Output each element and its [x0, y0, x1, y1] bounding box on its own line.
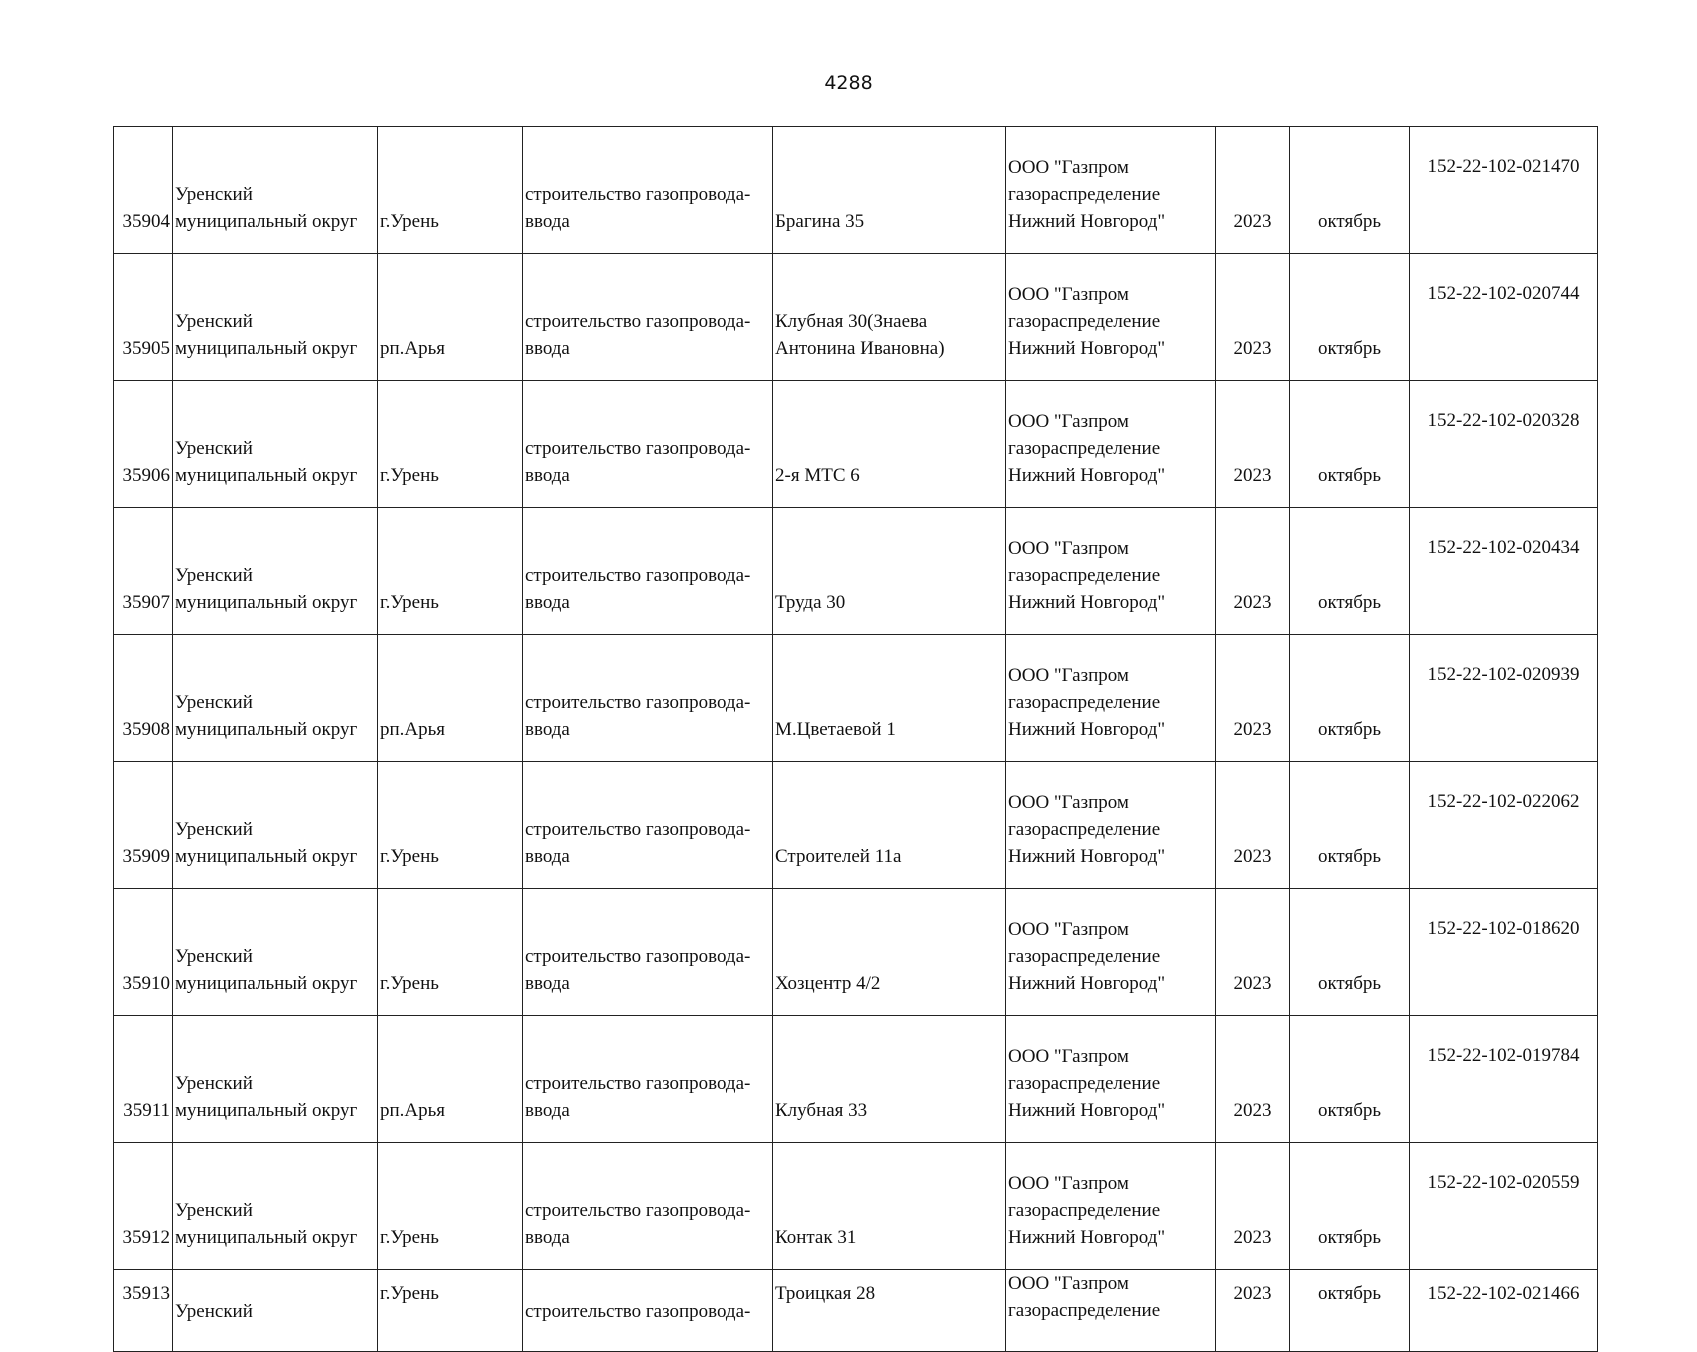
work-type-cell: строительство газопровода- ввода [523, 254, 773, 381]
month-cell: октябрь [1290, 1143, 1410, 1270]
registration-code-cell: 152-22-102-021470 [1410, 127, 1598, 254]
work-type-cell: строительство газопровода- ввода [523, 508, 773, 635]
address-cell: Контак 31 [773, 1143, 1006, 1270]
month-cell: октябрь [1290, 1270, 1410, 1352]
year-cell: 2023 [1216, 1016, 1290, 1143]
year-cell: 2023 [1216, 508, 1290, 635]
month-cell: октябрь [1290, 508, 1410, 635]
year-cell: 2023 [1216, 635, 1290, 762]
settlement-cell: г.Урень [378, 1143, 523, 1270]
registration-code-cell: 152-22-102-019784 [1410, 1016, 1598, 1143]
district-cell: Уренский муниципальный округ [173, 1143, 378, 1270]
registry-table [113, 126, 1598, 1352]
organization-cell: ООО "Газпром газораспределение Нижний Новгород" [1006, 635, 1216, 762]
month-cell: октябрь [1290, 762, 1410, 889]
registration-code-cell: 152-22-102-020939 [1410, 635, 1598, 762]
address-cell: Клубная 33 [773, 1016, 1006, 1143]
work-type-cell: строительство газопровода- ввода [523, 889, 773, 1016]
table-row [114, 381, 1598, 508]
address-cell: Брагина 35 [773, 127, 1006, 254]
organization-cell: ООО "Газпром газораспределение Нижний Новгород" [1006, 381, 1216, 508]
work-type-cell: строительство газопровода- ввода [523, 127, 773, 254]
work-type-cell: строительство газопровода- ввода [523, 762, 773, 889]
district-cell: Уренский муниципальный округ [173, 889, 378, 1016]
year-cell: 2023 [1216, 1143, 1290, 1270]
work-type-cell: строительство газопровода- ввода [523, 1143, 773, 1270]
year-cell: 2023 [1216, 889, 1290, 1016]
settlement-cell: г.Урень [378, 762, 523, 889]
settlement-cell: г.Урень [378, 127, 523, 254]
year-cell: 2023 [1216, 127, 1290, 254]
record-number: 35906 [114, 381, 173, 508]
address-cell: М.Цветаевой 1 [773, 635, 1006, 762]
registration-code-cell: 152-22-102-021466 [1410, 1270, 1598, 1352]
registration-code-cell: 152-22-102-020328 [1410, 381, 1598, 508]
record-number: 35905 [114, 254, 173, 381]
district-cell: Уренский муниципальный округ [173, 254, 378, 381]
organization-cell: ООО "Газпром газораспределение Нижний Новгород" [1006, 889, 1216, 1016]
address-cell: Хозцентр 4/2 [773, 889, 1006, 1016]
settlement-cell: г.Урень [378, 381, 523, 508]
district-cell: Уренский муниципальный округ [173, 1016, 378, 1143]
organization-cell: ООО "Газпром газораспределение Нижний Новгород" [1006, 762, 1216, 889]
month-cell: октябрь [1290, 635, 1410, 762]
year-cell: 2023 [1216, 254, 1290, 381]
month-cell: октябрь [1290, 1016, 1410, 1143]
record-number: 35913 [114, 1270, 173, 1352]
district-cell: Уренский [173, 1270, 378, 1352]
year-cell: 2023 [1216, 1270, 1290, 1352]
table-row [114, 1270, 1598, 1352]
registration-code-cell: 152-22-102-020434 [1410, 508, 1598, 635]
address-cell: Клубная 30(Знаева Антонина Ивановна) [773, 254, 1006, 381]
record-number: 35908 [114, 635, 173, 762]
district-cell: Уренский муниципальный округ [173, 381, 378, 508]
settlement-cell: рп.Арья [378, 1016, 523, 1143]
month-cell: октябрь [1290, 254, 1410, 381]
district-cell: Уренский муниципальный округ [173, 635, 378, 762]
registration-code-cell: 152-22-102-020559 [1410, 1143, 1598, 1270]
settlement-cell: рп.Арья [378, 635, 523, 762]
record-number: 35910 [114, 889, 173, 1016]
record-number: 35909 [114, 762, 173, 889]
organization-cell: ООО "Газпром газораспределение Нижний Новгород" [1006, 508, 1216, 635]
registration-code-cell: 152-22-102-018620 [1410, 889, 1598, 1016]
table-row [114, 1016, 1598, 1143]
district-cell: Уренский муниципальный округ [173, 127, 378, 254]
work-type-cell: строительство газопровода- ввода [523, 1016, 773, 1143]
address-cell: Труда 30 [773, 508, 1006, 635]
month-cell: октябрь [1290, 889, 1410, 1016]
record-number: 35911 [114, 1016, 173, 1143]
month-cell: октябрь [1290, 127, 1410, 254]
record-number: 35912 [114, 1143, 173, 1270]
address-cell: Строителей 11а [773, 762, 1006, 889]
settlement-cell: г.Урень [378, 508, 523, 635]
table-row [114, 889, 1598, 1016]
year-cell: 2023 [1216, 381, 1290, 508]
district-cell: Уренский муниципальный округ [173, 508, 378, 635]
organization-cell: ООО "Газпром газораспределение Нижний Новгород" [1006, 1143, 1216, 1270]
registration-code-cell: 152-22-102-022062 [1410, 762, 1598, 889]
table-row [114, 635, 1598, 762]
table-row [114, 508, 1598, 635]
organization-cell: ООО "Газпром газораспределение [1006, 1270, 1216, 1352]
year-cell: 2023 [1216, 762, 1290, 889]
work-type-cell: строительство газопровода- [523, 1270, 773, 1352]
table-row [114, 762, 1598, 889]
page-number: 4288 [824, 72, 873, 94]
address-cell: 2-я МТС 6 [773, 381, 1006, 508]
settlement-cell: рп.Арья [378, 254, 523, 381]
address-cell: Троицкая 28 [773, 1270, 1006, 1352]
record-number: 35907 [114, 508, 173, 635]
table-row [114, 1143, 1598, 1270]
organization-cell: ООО "Газпром газораспределение Нижний Новгород" [1006, 1016, 1216, 1143]
work-type-cell: строительство газопровода- ввода [523, 635, 773, 762]
organization-cell: ООО "Газпром газораспределение Нижний Новгород" [1006, 127, 1216, 254]
table-row [114, 127, 1598, 254]
district-cell: Уренский муниципальный округ [173, 762, 378, 889]
table-body [114, 127, 1598, 1352]
settlement-cell: г.Урень [378, 889, 523, 1016]
registration-code-cell: 152-22-102-020744 [1410, 254, 1598, 381]
organization-cell: ООО "Газпром газораспределение Нижний Новгород" [1006, 254, 1216, 381]
work-type-cell: строительство газопровода- ввода [523, 381, 773, 508]
month-cell: октябрь [1290, 381, 1410, 508]
record-number: 35904 [114, 127, 173, 254]
table-row [114, 254, 1598, 381]
settlement-cell: г.Урень [378, 1270, 523, 1352]
